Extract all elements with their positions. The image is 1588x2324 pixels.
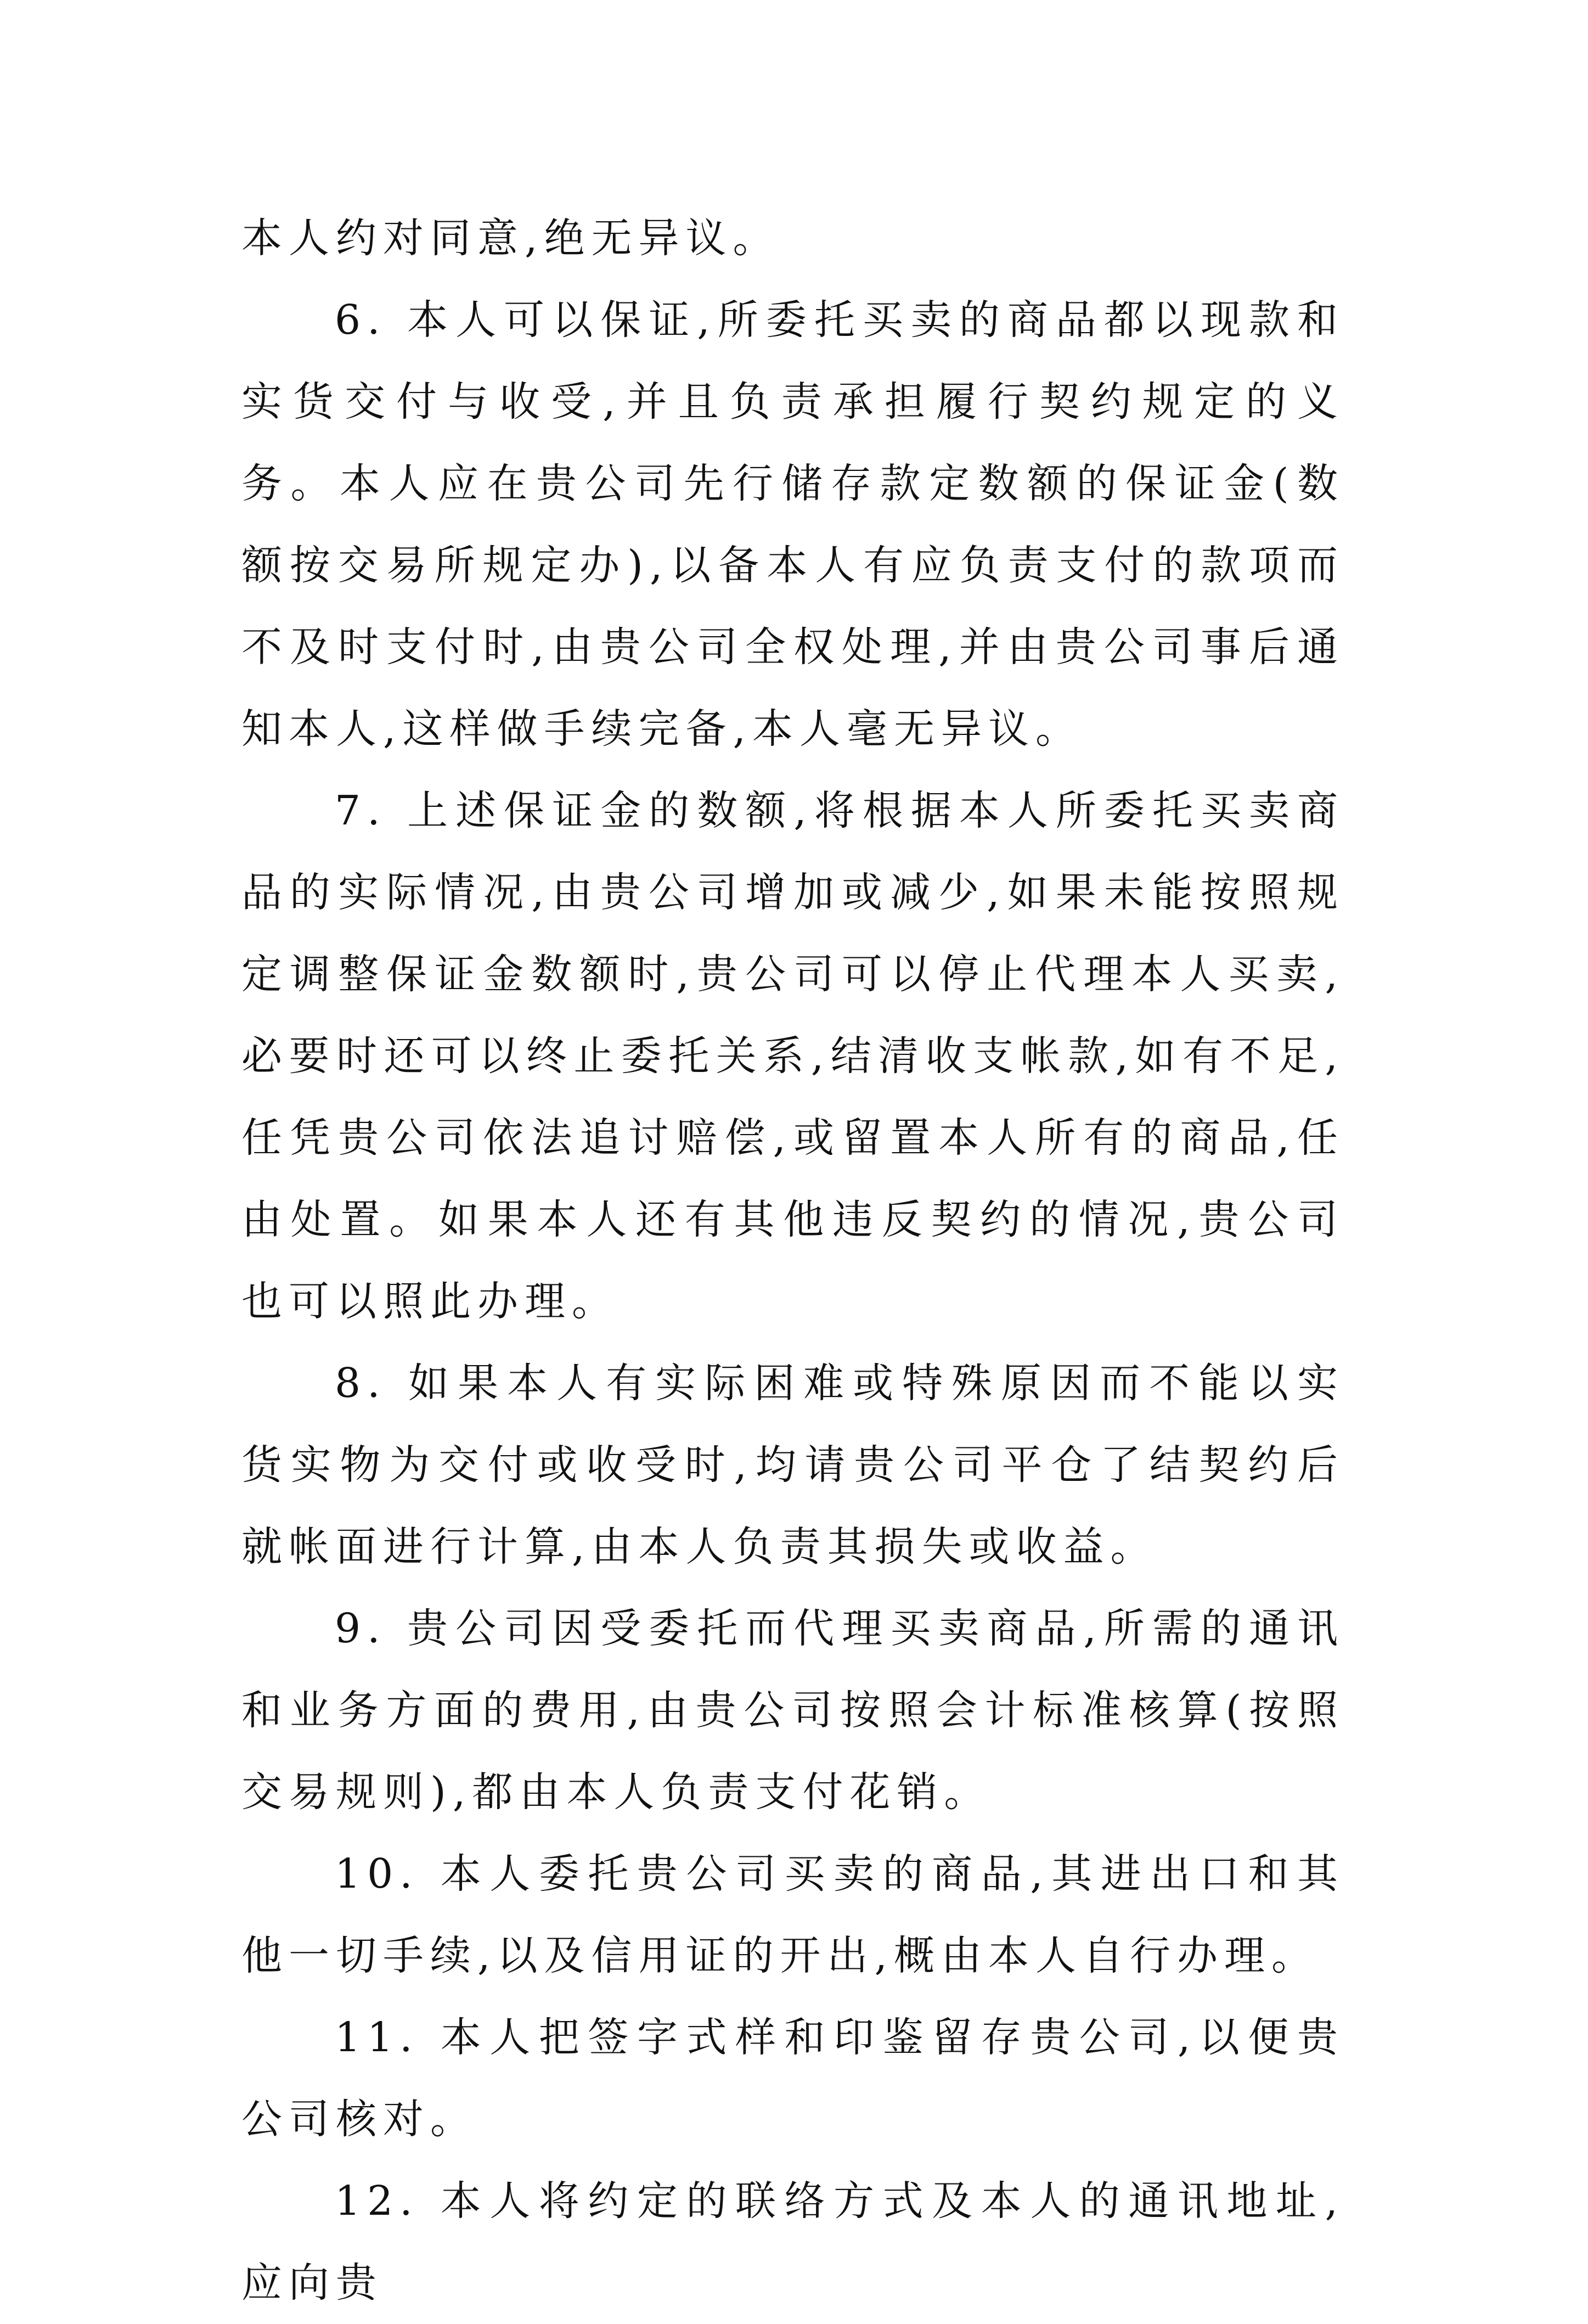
paragraph-continuation: 本人约对同意,绝无异议。 (241, 215, 780, 262)
paragraph-item-8: 8. 如果本人有实际困难或特殊原因而不能以实货实物为交付或收受时,均请贵公司平仓了结契约后就帐面进行计算,由本人负责其损失或收益。 (241, 1360, 1344, 1570)
paragraph-item-12: 12. 本人将约定的联络方式及本人的通讯地址,应向贵 (241, 2177, 1344, 2306)
paragraph-item-10: 10. 本人委托贵公司买卖的商品,其进出口和其他一切手续,以及信用证的开出,概由本人自行办理。 (241, 1850, 1344, 1979)
paragraph-item-7: 7. 上述保证金的数额,将根据本人所委托买卖商品的实际情况,由贵公司增加或减少,如果未能按照规定调整保证金数额时,贵公司可以停止代理本人买卖,必要时还可以终止委托关系,结清收支帐款,如有不足,任凭贵公司依法追讨赔偿,或留置本人所有的商品,任由处置。如果本人还有其他违反契约的情况,贵公司也可以照此办理。 (241, 787, 1344, 1325)
paragraph-item-11: 11. 本人把签字式样和印鉴留存贵公司,以便贵公司核对。 (241, 2014, 1344, 2143)
paragraph-item-6: 6. 本人可以保证,所委托买卖的商品都以现款和实货交付与收受,并且负责承担履行契约规定的义务。本人应在贵公司先行储存款定数额的保证金(数额按交易所规定办),以备本人有应负责支付的款项而不及时支付时,由贵公司全权处理,并由贵公司事后通知本人,这样做手续完备,本人毫无异议。 (241, 296, 1344, 753)
document-body (241, 198, 1344, 2324)
paragraph-item-9: 9. 贵公司因受委托而代理买卖商品,所需的通讯和业务方面的费用,由贵公司按照会计标准核算(按照交易规则),都由本人负责支付花销。 (241, 1605, 1344, 1816)
